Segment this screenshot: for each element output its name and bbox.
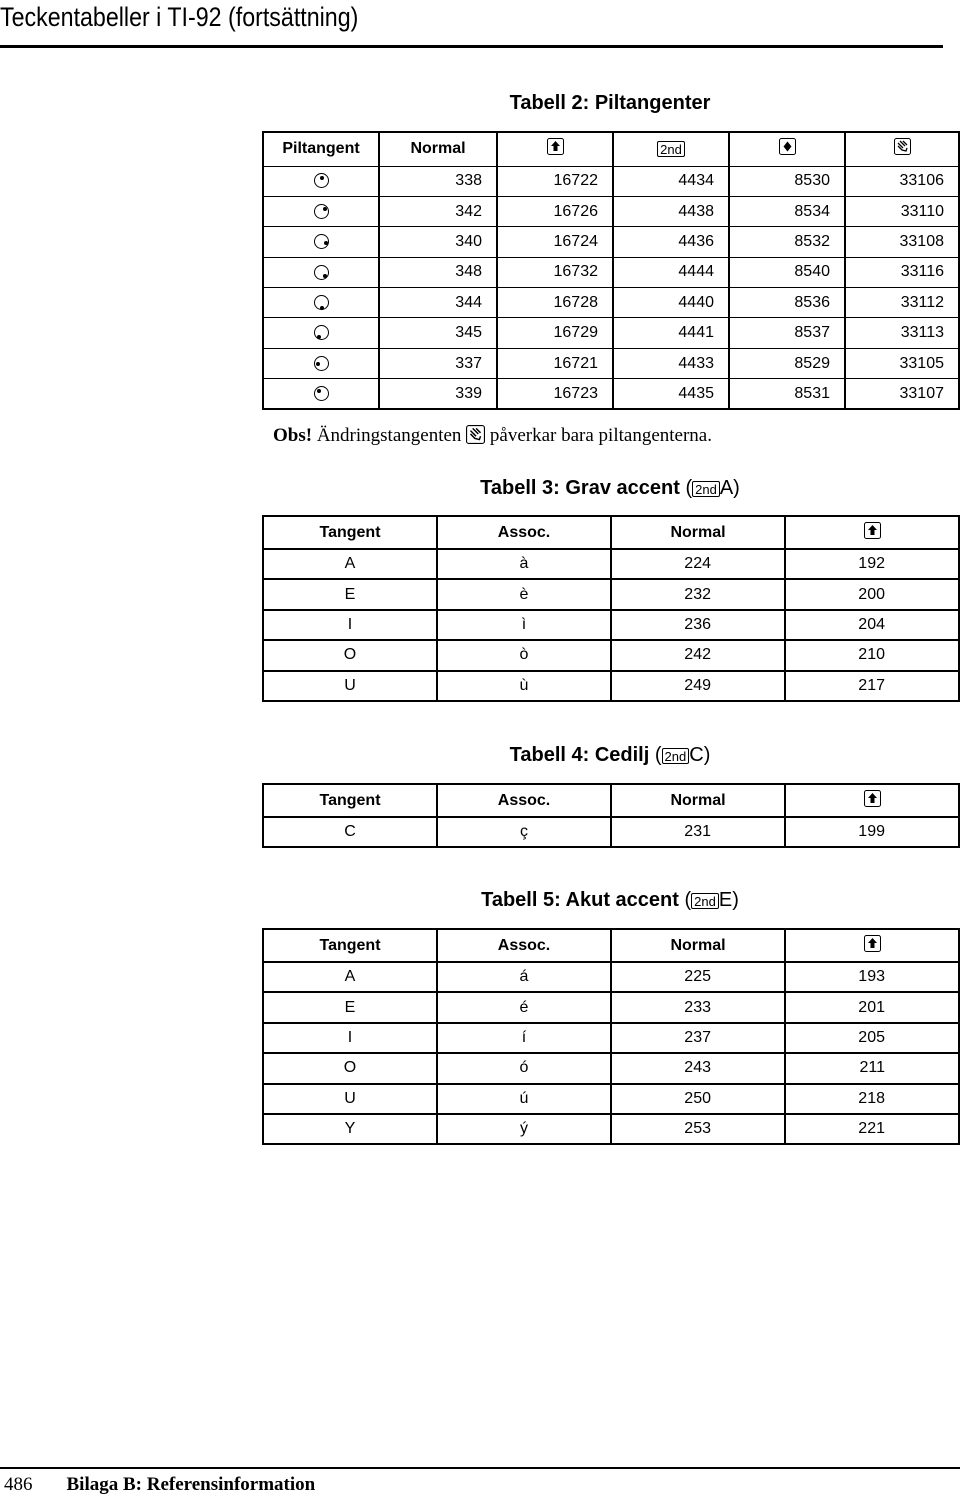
cursor-down-icon: [314, 295, 329, 310]
cursor-up-left-icon: [314, 386, 329, 401]
table2-header-row: [263, 132, 959, 166]
header-tangent: Tangent: [263, 516, 437, 549]
table4-caption-text: Tabell 4: Cedilj: [509, 744, 650, 766]
table-row: [263, 610, 959, 640]
cell-piltangent: [263, 196, 379, 226]
cell-shift: 201: [785, 992, 959, 1022]
table4-header-row: [263, 784, 959, 817]
cell-tangent: A: [263, 549, 437, 579]
table-row: [263, 671, 959, 701]
table3-caption: Tabell 3: Grav accent ( 2nd A): [480, 477, 740, 499]
header-hand: [845, 132, 959, 166]
table3-caption-text: Tabell 3: Grav accent: [480, 477, 680, 499]
cell-assoc: á: [437, 962, 611, 992]
table-row: [263, 166, 959, 196]
cell-value: 4435: [613, 379, 729, 409]
cell-normal: 224: [611, 549, 785, 579]
table-row: [263, 640, 959, 670]
footer-text: Bilaga B: Referensinformation: [66, 1474, 316, 1495]
cell-value: 342: [379, 196, 497, 226]
cell-value: 4438: [613, 196, 729, 226]
cell-piltangent: [263, 318, 379, 348]
cell-piltangent: [263, 166, 379, 196]
cell-normal: 243: [611, 1053, 785, 1083]
cursor-left-icon: [314, 356, 329, 371]
note-label: Obs!: [273, 425, 313, 446]
table3: [262, 515, 960, 702]
cell-assoc: è: [437, 579, 611, 609]
cursor-down-right-icon: [314, 265, 329, 280]
cell-value: 33113: [845, 318, 959, 348]
shift-arrow-icon: [864, 522, 881, 539]
table3-key-letter: A: [719, 477, 734, 499]
footer-rule: [0, 1467, 960, 1469]
cell-value: 4434: [613, 166, 729, 196]
cell-tangent: A: [263, 962, 437, 992]
table2-caption: Tabell 2: Piltangenter: [509, 92, 711, 114]
key-2nd: 2nd: [692, 481, 720, 497]
cell-normal: 250: [611, 1084, 785, 1114]
hand-modifier-icon: [894, 138, 911, 155]
cell-piltangent: [263, 379, 379, 409]
note: [273, 425, 712, 447]
cell-tangent: I: [263, 1023, 437, 1053]
cell-shift: 217: [785, 671, 959, 701]
cursor-right-icon: [314, 234, 329, 249]
cell-value: 8531: [729, 379, 845, 409]
cell-shift: 210: [785, 640, 959, 670]
table4-key-letter: C: [689, 744, 704, 766]
cell-piltangent: [263, 227, 379, 257]
cell-value: 16724: [497, 227, 613, 257]
cell-value: 16722: [497, 166, 613, 196]
cell-shift: 193: [785, 962, 959, 992]
table-row: [263, 318, 959, 348]
key-2nd: 2nd: [662, 748, 690, 764]
table-row: [263, 1053, 959, 1083]
cell-assoc: ù: [437, 671, 611, 701]
table-row: [263, 1023, 959, 1053]
cell-tangent: O: [263, 640, 437, 670]
table-row: [263, 257, 959, 287]
header-shift: [785, 784, 959, 817]
cell-value: 16729: [497, 318, 613, 348]
cell-tangent: I: [263, 610, 437, 640]
header-piltangent: Piltangent: [263, 132, 379, 166]
cell-value: 8532: [729, 227, 845, 257]
note-text-before: Ändringstangenten: [312, 425, 467, 446]
cell-value: 33105: [845, 348, 959, 378]
cell-assoc: é: [437, 992, 611, 1022]
cell-tangent: E: [263, 992, 437, 1022]
header-normal: Normal: [379, 132, 497, 166]
table-row: [263, 288, 959, 318]
cell-assoc: ì: [437, 610, 611, 640]
cell-value: 8537: [729, 318, 845, 348]
header-assoc: Assoc.: [437, 929, 611, 962]
cursor-up-right-icon: [314, 204, 329, 219]
cell-value: 16732: [497, 257, 613, 287]
header-shift: [785, 516, 959, 549]
cell-value: 33116: [845, 257, 959, 287]
cell-piltangent: [263, 288, 379, 318]
header-tangent: Tangent: [263, 784, 437, 817]
cursor-down-left-icon: [314, 325, 329, 340]
cell-value: 8536: [729, 288, 845, 318]
cell-value: 8529: [729, 348, 845, 378]
cell-assoc: í: [437, 1023, 611, 1053]
cell-value: 16726: [497, 196, 613, 226]
header-assoc: Assoc.: [437, 516, 611, 549]
table5-caption-text: Tabell 5: Akut accent: [481, 889, 679, 911]
header-normal: Normal: [611, 784, 785, 817]
cell-value: 338: [379, 166, 497, 196]
footer-page-number: 486: [4, 1474, 33, 1495]
shift-arrow-icon: [864, 790, 881, 807]
table5-header-row: [263, 929, 959, 962]
cell-tangent: O: [263, 1053, 437, 1083]
shift-arrow-icon: [547, 138, 564, 155]
header-assoc: Assoc.: [437, 784, 611, 817]
header-normal: Normal: [611, 516, 785, 549]
cell-shift: 204: [785, 610, 959, 640]
table-row: [263, 227, 959, 257]
cell-shift: 218: [785, 1084, 959, 1114]
cell-value: 4433: [613, 348, 729, 378]
cell-value: 8530: [729, 166, 845, 196]
note-text-after: påverkar bara piltangenterna.: [485, 425, 712, 446]
table5: [262, 928, 960, 1145]
cell-normal: 237: [611, 1023, 785, 1053]
cell-value: 33112: [845, 288, 959, 318]
cell-value: 33106: [845, 166, 959, 196]
cell-piltangent: [263, 348, 379, 378]
page-title: Teckentabeller i TI‑92 (fortsättning): [0, 2, 359, 32]
hand-modifier-icon: [466, 425, 485, 444]
cell-value: 16728: [497, 288, 613, 318]
cell-value: 337: [379, 348, 497, 378]
cell-normal: 253: [611, 1114, 785, 1144]
cell-assoc: ç: [437, 817, 611, 847]
table-row: [263, 817, 959, 847]
cell-value: 339: [379, 379, 497, 409]
cell-normal: 242: [611, 640, 785, 670]
cell-assoc: ú: [437, 1084, 611, 1114]
footer: [4, 1474, 315, 1496]
cell-value: 348: [379, 257, 497, 287]
cell-tangent: E: [263, 579, 437, 609]
cell-tangent: Y: [263, 1114, 437, 1144]
cell-normal: 249: [611, 671, 785, 701]
title-rule: [0, 45, 943, 48]
cell-assoc: ó: [437, 1053, 611, 1083]
table-row: [263, 992, 959, 1022]
cell-value: 8534: [729, 196, 845, 226]
header-tangent: Tangent: [263, 929, 437, 962]
cell-value: 16723: [497, 379, 613, 409]
table-row: [263, 1084, 959, 1114]
cell-tangent: C: [263, 817, 437, 847]
cell-value: 340: [379, 227, 497, 257]
table-row: [263, 379, 959, 409]
table-row: [263, 579, 959, 609]
diamond-key-icon: [779, 138, 796, 155]
cell-value: 4441: [613, 318, 729, 348]
key-2nd: 2nd: [657, 141, 685, 157]
cell-value: 4440: [613, 288, 729, 318]
table3-header-row: [263, 516, 959, 549]
cell-value: 33108: [845, 227, 959, 257]
cursor-up-icon: [314, 173, 329, 188]
table-row: [263, 348, 959, 378]
header-shift: [497, 132, 613, 166]
table4-caption: Tabell 4: Cedilj ( 2nd C): [509, 744, 711, 766]
cell-shift: 200: [785, 579, 959, 609]
cell-value: 33110: [845, 196, 959, 226]
header-diamond: [729, 132, 845, 166]
cell-normal: 232: [611, 579, 785, 609]
cell-shift: 211: [785, 1053, 959, 1083]
cell-value: 345: [379, 318, 497, 348]
cell-piltangent: [263, 257, 379, 287]
cell-normal: 225: [611, 962, 785, 992]
cell-shift: 192: [785, 549, 959, 579]
cell-shift: 221: [785, 1114, 959, 1144]
cell-normal: 236: [611, 610, 785, 640]
cell-shift: 205: [785, 1023, 959, 1053]
cell-value: 4436: [613, 227, 729, 257]
cell-assoc: à: [437, 549, 611, 579]
cell-normal: 233: [611, 992, 785, 1022]
cell-value: 4444: [613, 257, 729, 287]
cell-tangent: U: [263, 1084, 437, 1114]
cell-value: 8540: [729, 257, 845, 287]
cell-normal: 231: [611, 817, 785, 847]
shift-arrow-icon: [864, 935, 881, 952]
cell-assoc: ý: [437, 1114, 611, 1144]
table-row: [263, 196, 959, 226]
table4: [262, 783, 960, 848]
key-2nd: 2nd: [691, 893, 719, 909]
cell-assoc: ò: [437, 640, 611, 670]
table2: [262, 131, 960, 410]
table5-key-letter: E: [718, 889, 733, 911]
header-normal: Normal: [611, 929, 785, 962]
header-2nd: [613, 132, 729, 166]
header-shift: [785, 929, 959, 962]
cell-value: 16721: [497, 348, 613, 378]
cell-value: 33107: [845, 379, 959, 409]
table5-caption: Tabell 5: Akut accent ( 2nd E): [481, 889, 739, 911]
table-row: [263, 1114, 959, 1144]
table-row: [263, 962, 959, 992]
table-row: [263, 549, 959, 579]
cell-value: 344: [379, 288, 497, 318]
cell-tangent: U: [263, 671, 437, 701]
cell-shift: 199: [785, 817, 959, 847]
